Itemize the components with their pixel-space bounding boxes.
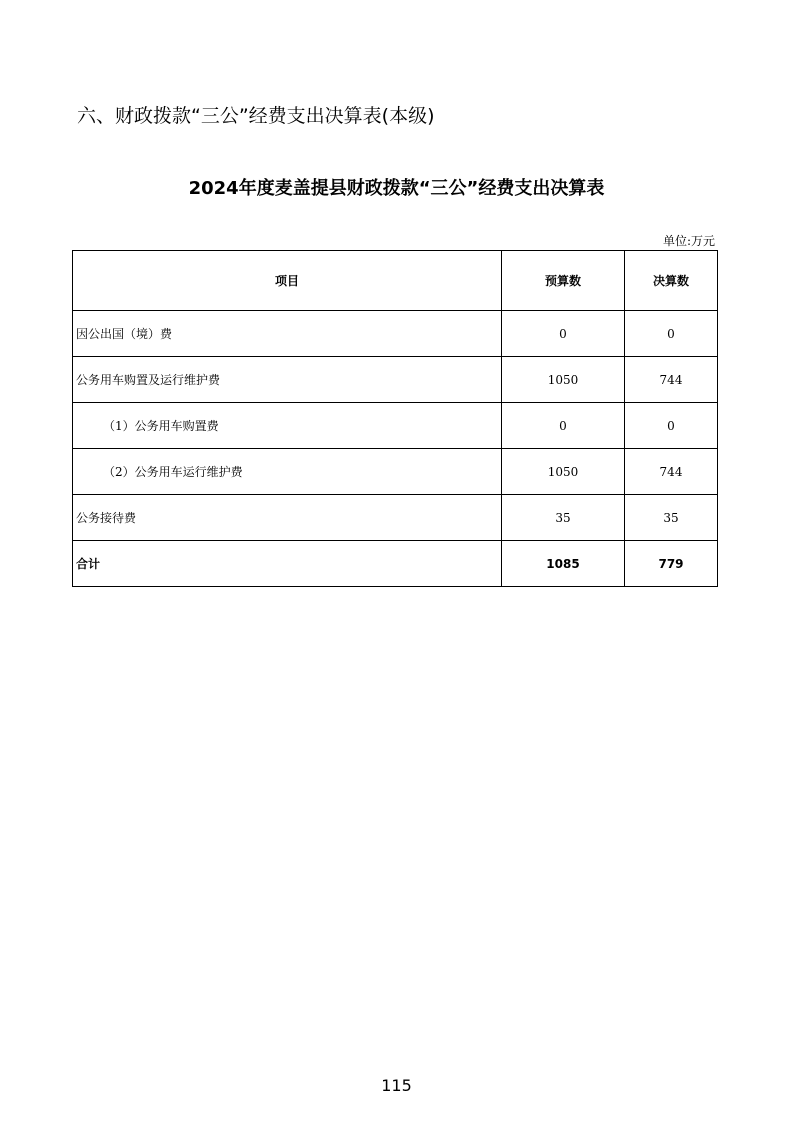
page-number: 115 [381,1076,412,1095]
table-row [73,357,718,403]
row-item: （1）公务用车购置费 [73,403,502,449]
row-budget: 0 [502,311,625,357]
row-final: 0 [625,403,718,449]
header-item: 项目 [73,251,502,311]
unit-label: 单位:万元 [662,234,715,248]
table-row [73,495,718,541]
row-item: 公务用车购置及运行维护费 [73,357,502,403]
row-item: 公务接待费 [73,495,502,541]
total-budget: 1085 [502,541,625,587]
table-header-row [73,251,718,311]
row-final: 0 [625,311,718,357]
row-final: 35 [625,495,718,541]
table-total-row [73,541,718,587]
row-final: 744 [625,449,718,495]
total-final: 779 [625,541,718,587]
row-budget: 1050 [502,357,625,403]
row-final: 744 [625,357,718,403]
table-row [73,311,718,357]
row-budget: 0 [502,403,625,449]
row-budget: 1050 [502,449,625,495]
table-row [73,449,718,495]
section-heading: 六、财政拨款“三公”经费支出决算表(本级) [77,105,435,127]
row-budget: 35 [502,495,625,541]
row-item: （2）公务用车运行维护费 [73,449,502,495]
total-label: 合计 [73,541,502,587]
table-row [73,403,718,449]
table-title: 2024年度麦盖提县财政拨款“三公”经费支出决算表 [188,178,605,199]
header-final: 决算数 [625,251,718,311]
header-budget: 预算数 [502,251,625,311]
row-item: 因公出国（境）费 [73,311,502,357]
expenditure-table [72,250,718,587]
